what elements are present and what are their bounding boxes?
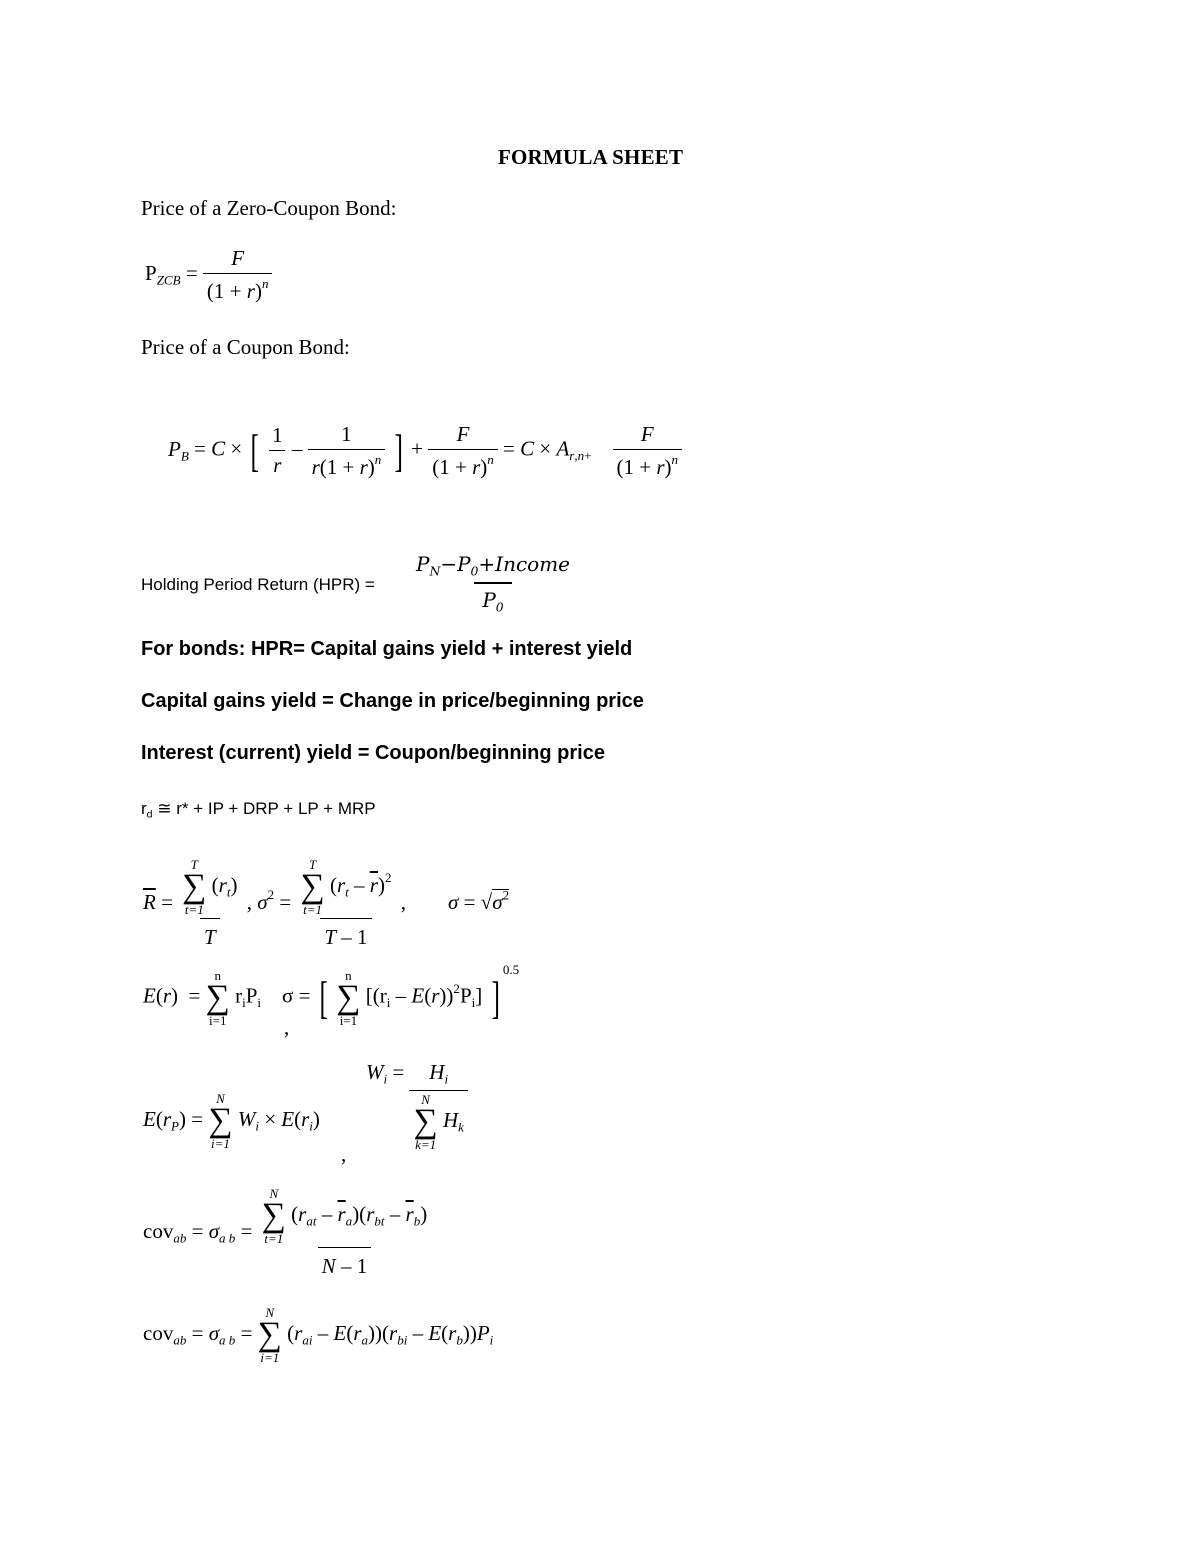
hpr-formula: $\frac{P_N-P_0+Income}{P_0}$ [416, 552, 571, 615]
zero-coupon-label: Price of a Zero-Coupon Bond: [141, 196, 397, 220]
weight-formula: $W_i$ = $H_i$ N ∑ k=1 $H_k$ [366, 1060, 468, 1151]
comma: , [284, 1015, 290, 1039]
interest-yield-text: Interest (current) yield = Coupon/beginning price [141, 742, 605, 764]
zero-coupon-formula: $P_{ZCB}$ = $\frac{F}{(1 + r)^n}$ [145, 246, 272, 304]
coupon-bond-label: Price of a Coupon Bond: [141, 335, 350, 359]
page-title: FORMULA SHEET [498, 145, 684, 169]
rd-formula: $r_d$ ≅ r* + IP + DRP + LP + MRP [141, 799, 376, 821]
expected-return-formula: E(r) = n ∑ i=1 $r_iP_i$ σ = [ n ∑ i=1 $[(r_i - E(r))^2P_i]$ ]$^{0.5}$ [143, 962, 520, 1028]
capital-gains-text: Capital gains yield = Change in price/beginning price [141, 690, 644, 712]
comma: , [341, 1142, 347, 1166]
hpr-label: Holding Period Return (HPR) = [141, 575, 375, 594]
covariance-sample-formula: $cov_{ab} = \sigma_{a b}$ = N ∑ t=1 $(r_{at} - \overline{r}_a)(r_{bt} - \overline{r}_b)$ N – 1 [143, 1186, 428, 1279]
coupon-bond-formula: $P_B = C$ × [ $\frac{1}{r}$ – $\frac{1}{r(1 + r)^n}$ ] + $\frac{F}{(1 + r)^n}$ = $C \times A_{r,n+}$ $\frac{F}{(1 + r)^n}$ [168, 422, 682, 480]
portfolio-return-formula: $E(r_P)$ = N ∑ i=1 $W_i \times E(r_i)$ [143, 1091, 320, 1152]
bonds-hpr-text: For bonds: HPR= Capital gains yield + interest yield [141, 638, 633, 660]
covariance-expected-formula: $cov_{ab} = \sigma_{a b}$ = N ∑ i=1 $(r_{ai} - E(r_a))(r_{bi} - E(r_b))P_i$ [143, 1305, 494, 1366]
mean-variance-formula: $\overline{R}$ = T ∑ t=1 $(r_t)$ T , $\sigma^2$ = T ∑ t=1 $(r_t - \overline{r})^2$ T – 1 , $\sigma = √\sigma^2$ [143, 857, 510, 950]
